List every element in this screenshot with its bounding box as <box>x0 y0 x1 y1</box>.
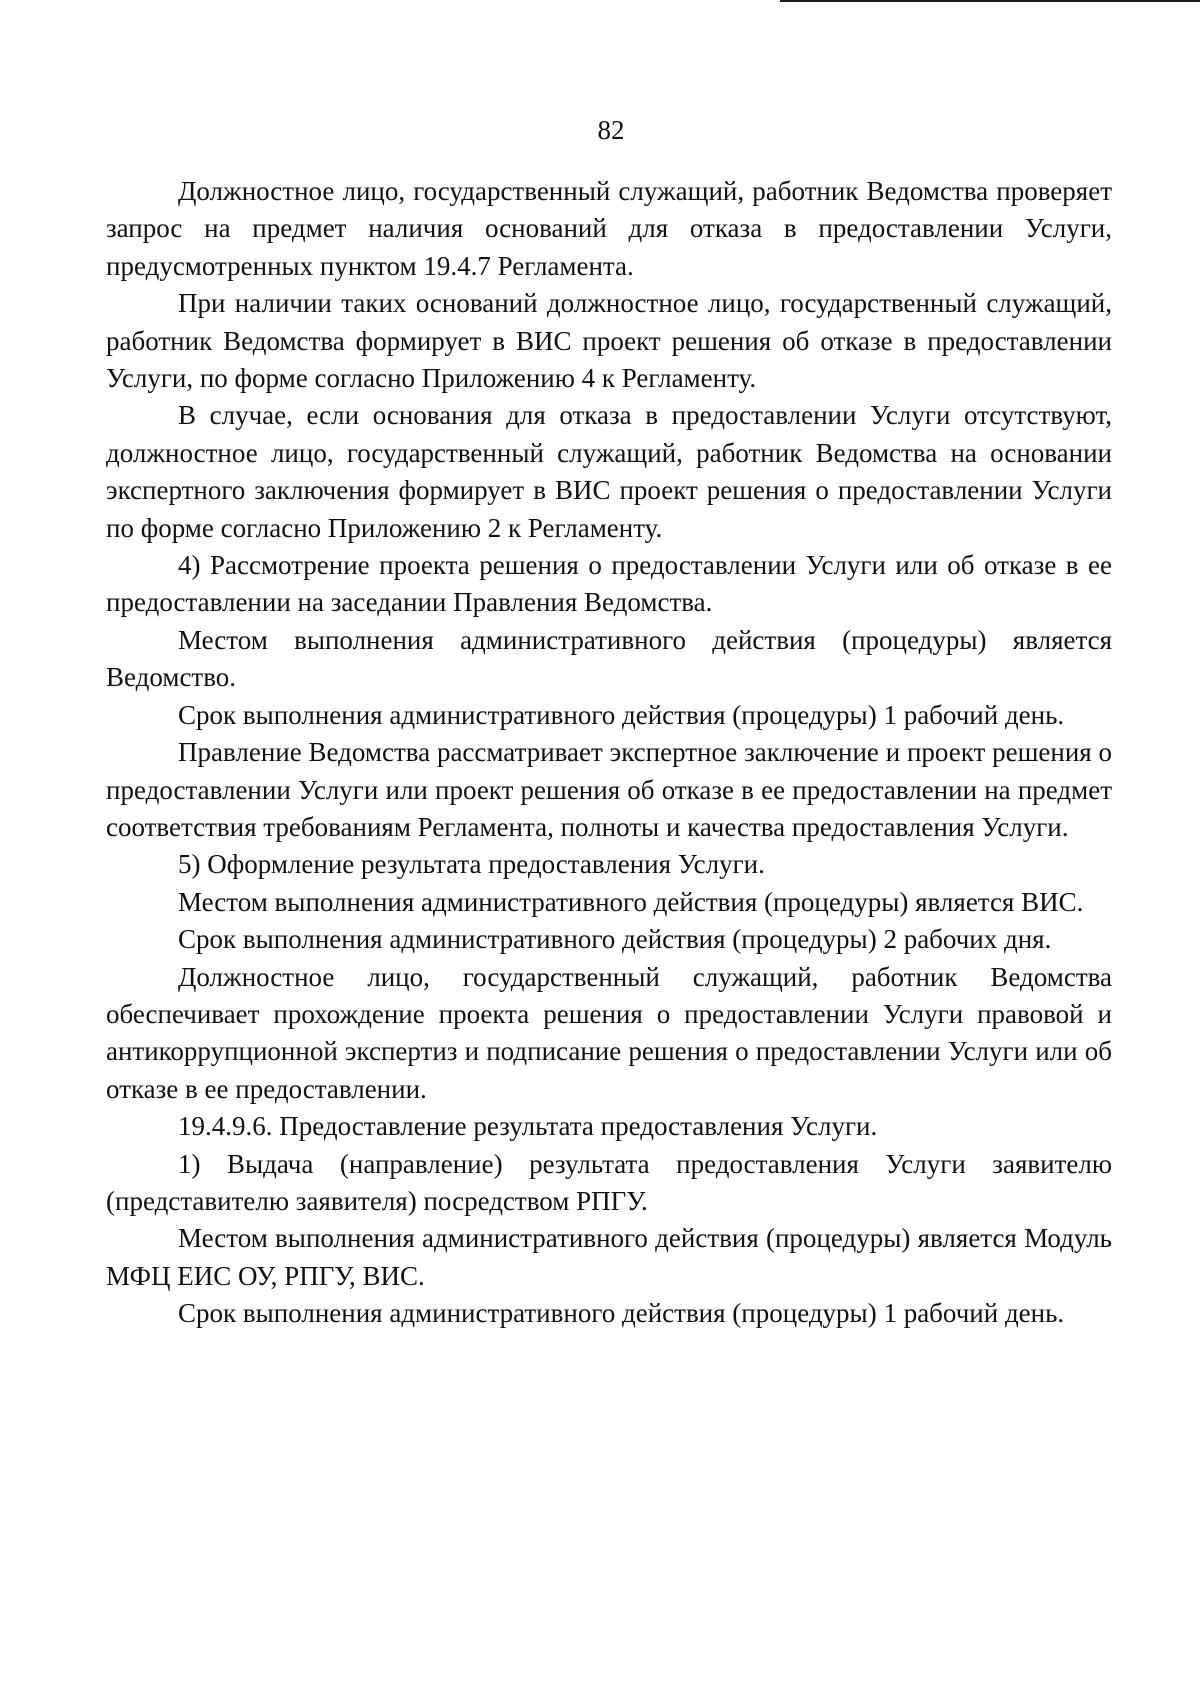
paragraph-issue-place: Местом выполнения административного действия (процедуры) является Модуль МФЦ ЕИС ОУ, РПГУ, ВИС. <box>106 1223 1112 1291</box>
paragraph-board-review: Правление Ведомства рассматривает экспертное заключение и проект решения о предоставлении Услуги или проект решения об отказе в ее предоставлении на предмет соответствия требованиям Регламента, полноты и качества предоставления Услуги. <box>106 737 1112 842</box>
paragraph-refusal-draft: При наличии таких оснований должностное лицо, государственный служащий, работник Ведомства формирует в ВИС проект решения об отказе в предоставлении Услуги, по форме согласно Приложению 4 к Регламенту. <box>106 288 1112 394</box>
paragraph-issue-result: 1) Выдача (направление) результата предоставления Услуги заявителю (представителю заявителя) посредством РПГУ. <box>106 1148 1112 1216</box>
paragraph-step-4-term: Срок выполнения административного действия (процедуры) 1 рабочий день. <box>178 699 1065 730</box>
paragraph-step-5-term: Срок выполнения административного действия (процедуры) 2 рабочих дня. <box>178 924 1052 955</box>
top-edge-rule <box>780 0 1200 2</box>
paragraph-approval-draft: В случае, если основания для отказа в предоставлении Услуги отсутствуют, должностное лицо, государственный служащий, работник Ведомства на основании экспертного заключения формирует в ВИС проект решения о предоставлении Услуги по форме согласно Приложению 2 к Регламенту. <box>106 400 1112 543</box>
paragraph-expertise-signing: Должностное лицо, государственный служащий, работник Ведомства обеспечивает прохождение проекта решения о предоставлении Услуги правовой и антикоррупционной экспертиз и подписание решения о предоставлении Услуги или об отказе в ее предоставлении. <box>106 961 1112 1104</box>
paragraph-issue-term: Срок выполнения административного действия (процедуры) 1 рабочий день. <box>178 1298 1065 1329</box>
page-number: 82 <box>597 115 625 145</box>
paragraph-step-5-title: 5) Оформление результата предоставления Услуги. <box>178 849 765 880</box>
paragraph-section-19-4-9-6: 19.4.9.6. Предоставление результата предоставления Услуги. <box>178 1111 878 1142</box>
paragraph-step-5-place: Местом выполнения административного действия (процедуры) является ВИС. <box>178 886 1084 917</box>
document-body <box>106 173 1112 1333</box>
paragraph-step-4-place: Местом выполнения административного действия (процедуры) является Ведомство. <box>106 624 1112 693</box>
paragraph-step-4-title: 4) Рассмотрение проекта решения о предоставлении Услуги или об отказе в ее предоставлении на заседании Правления Ведомства. <box>106 550 1112 618</box>
paragraph-request-check: Должностное лицо, государственный служащий, работник Ведомства проверяет запрос на предмет наличия оснований для отказа в предоставлении Услуги, предусмотренных пунктом 19.4.7 Регламента. <box>106 176 1112 281</box>
